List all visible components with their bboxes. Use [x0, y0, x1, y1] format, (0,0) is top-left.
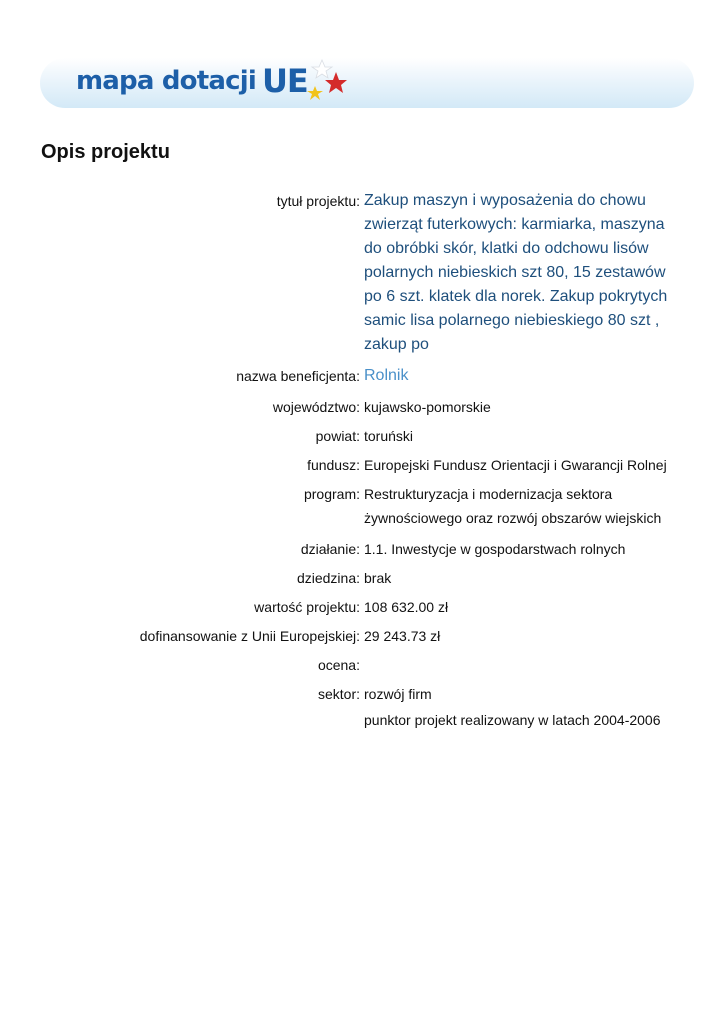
detail-label: powiat:: [315, 428, 360, 444]
detail-value: Europejski Fundusz Orientacji i Gwarancji Rolnej: [364, 457, 667, 473]
detail-value: 1.1. Inwestycje w gospodarstwach rolnych: [364, 541, 626, 557]
white-star-icon: [312, 60, 332, 78]
detail-row-county: [40, 424, 695, 446]
red-star-icon: [325, 72, 347, 93]
detail-label: dziedzina:: [296, 570, 360, 586]
detail-label: sektor:: [317, 686, 360, 702]
detail-label: województwo:: [272, 399, 360, 415]
beneficiary-link[interactable]: Rolnik: [364, 367, 409, 384]
detail-row-eu-funding: [40, 624, 695, 646]
detail-label: dofinansowanie z Unii Europejskiej:: [139, 628, 360, 644]
detail-value: 108 632.00 zł: [364, 599, 449, 615]
detail-value: 29 243.73 zł: [364, 628, 441, 644]
detail-row-fund: [40, 453, 695, 475]
logo-text: mapa dotacji: [76, 66, 256, 96]
logo-ue-text: UE: [261, 62, 308, 100]
detail-label: wartość projektu:: [254, 599, 360, 615]
project-title-value: Zakup maszyn i wyposażenia do chowu zwierząt futerkowych: karmiarka, maszyna do obróbki skór, klatki do odchowu lisów polarnych niebieskich szt 80, 15 zestawów po 6 szt. klatek dla norek. Zakup pokrytych samic lisa polarnego niebieskiego 80 szt , zakup po: [364, 192, 668, 353]
detail-label: tytuł projektu:: [276, 193, 360, 209]
detail-value: brak: [364, 570, 392, 586]
detail-row-beneficiary: [40, 364, 695, 388]
detail-value: Restrukturyzacja i modernizacja sektora żywnościowego oraz rozwój obszarów wiejskich: [364, 486, 662, 526]
detail-value: rozwój firm: [364, 686, 432, 702]
detail-row-program: [40, 482, 695, 530]
detail-value: kujawsko-pomorskie: [364, 399, 491, 415]
detail-label: fundusz:: [307, 457, 360, 473]
detail-row-action: [40, 537, 695, 559]
page-title: Opis projektu: [41, 141, 170, 163]
detail-label: nazwa beneficjenta:: [236, 368, 360, 384]
detail-value: toruński: [364, 428, 414, 444]
site-logo[interactable]: [76, 56, 350, 106]
detail-label: działanie:: [300, 541, 360, 557]
detail-row-voivodeship: [40, 395, 695, 417]
detail-value: [364, 653, 686, 656]
detail-label: ocena:: [317, 657, 360, 673]
yellow-star-icon: [307, 86, 323, 100]
stars-icon: [304, 56, 350, 106]
detail-row-title: [40, 189, 695, 357]
project-details: [40, 189, 695, 730]
detail-label: program:: [303, 486, 360, 502]
detail-row-project-value: [40, 595, 695, 617]
detail-row-sector: [40, 682, 695, 704]
detail-row-domain: [40, 566, 695, 588]
period-note: punktor projekt realizowany w latach 2004-2006: [364, 712, 661, 728]
detail-row-rating: [40, 653, 695, 675]
